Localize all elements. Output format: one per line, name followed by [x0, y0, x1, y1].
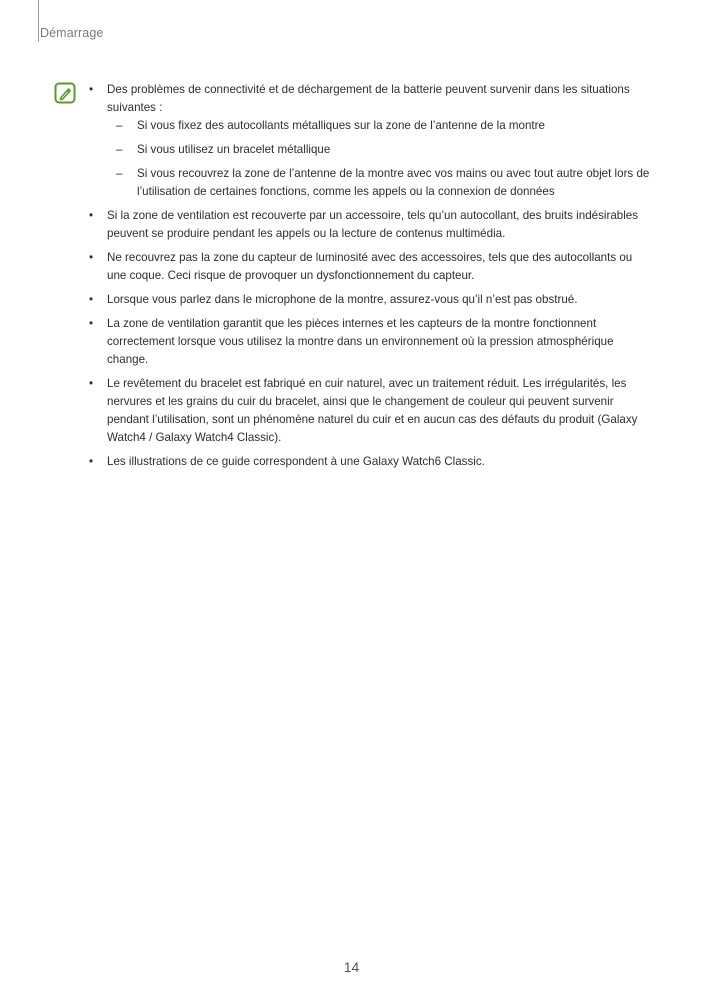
sub-list-item [107, 117, 653, 135]
sub-list [107, 117, 653, 201]
note-list [88, 81, 653, 471]
sub-list-item [107, 165, 653, 201]
list-item-text: Lorsque vous parlez dans le microphone de la montre, assurez-vous qu’il n’est pas obstrué. [107, 293, 578, 306]
list-item-text: Des problèmes de connectivité et de déchargement de la batterie peuvent survenir dans les situations suivantes : [107, 83, 630, 114]
section-title: Démarrage [40, 26, 104, 40]
bullet-icon: • [89, 377, 94, 390]
list-item-text: Les illustrations de ce guide correspondent à une Galaxy Watch6 Classic. [107, 455, 485, 468]
sub-list-item-text: Si vous recouvrez la zone de l’antenne de la montre avec vos mains ou avec tout autre objet lors de l’utilisation de certaines fonctions, comme les appels ou la connexion de données [137, 167, 650, 198]
bullet-icon: • [89, 317, 94, 330]
bullet-icon: • [89, 251, 94, 264]
bullet-icon: • [89, 83, 94, 96]
note-content [88, 81, 653, 477]
page-number: 14 [343, 959, 360, 975]
dash-icon: – [116, 119, 123, 132]
bullet-icon: • [89, 293, 94, 306]
dash-icon: – [116, 143, 123, 156]
list-item [88, 315, 653, 369]
sub-list-item-text: Si vous utilisez un bracelet métallique [137, 143, 331, 156]
list-item [88, 81, 653, 201]
bullet-icon: • [89, 209, 94, 222]
note-pencil-icon [54, 82, 76, 104]
sub-list-item-text: Si vous fixez des autocollants métalliques sur la zone de l’antenne de la montre [137, 119, 545, 132]
bullet-icon: • [89, 455, 94, 468]
list-item [88, 375, 653, 447]
list-item [88, 453, 653, 471]
list-item [88, 207, 653, 243]
header-divider [38, 0, 39, 42]
list-item-text: Ne recouvrez pas la zone du capteur de luminosité avec des accessoires, tels que des autocollants ou une coque. Ceci risque de provoquer un dysfonctionnement du capteur. [107, 251, 633, 282]
list-item-text: Le revêtement du bracelet est fabriqué en cuir naturel, avec un traitement réduit. Les irrégularités, les nervures et les grains du cuir du bracelet, ainsi que le changement de couleur qui peuvent survenir pendant l’utilisation, sont un phénomène naturel du cuir et en aucun cas des défauts du produit (Galaxy Watch4 / Galaxy Watch4 Classic). [107, 377, 638, 444]
list-item-text: Si la zone de ventilation est recouverte par un accessoire, tels qu’un autocollant, des bruits indésirables peuvent se produire pendant les appels ou la lecture de contenus multimédia. [107, 209, 639, 240]
list-item [88, 249, 653, 285]
list-item [88, 291, 653, 309]
sub-list-item [107, 141, 653, 159]
dash-icon: – [116, 167, 123, 180]
list-item-text: La zone de ventilation garantit que les pièces internes et les capteurs de la montre fonctionnent correctement lorsque vous utilisez la montre dans un environnement où la pression atmosphérique change. [107, 317, 614, 366]
